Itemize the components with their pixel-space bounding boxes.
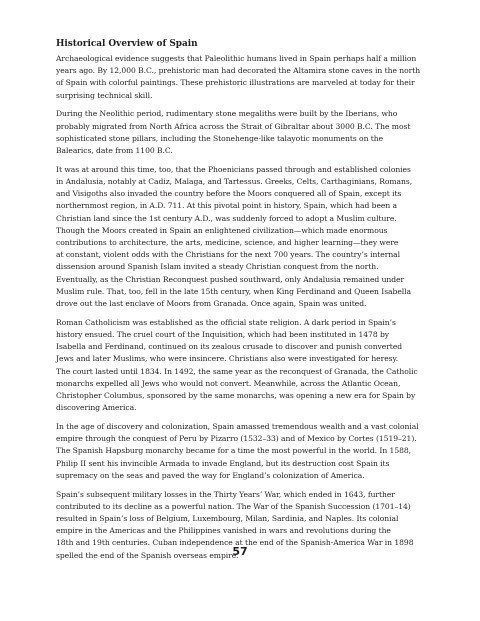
paragraph-line: empire in the Americas and the Philippines vanished in wars and revolutions during the xyxy=(56,526,391,536)
paragraph-line: in Andalusia, notably at Cadiz, Malaga, and Tartessus. Greeks, Celts, Carthaginians, Romans, xyxy=(56,177,413,187)
paragraph-line: Christopher Columbus, sponsored by the same monarchs, was opening a new era for Spain by xyxy=(56,391,416,401)
paragraph-line: supremacy on the seas and paved the way for England’s colonization of America. xyxy=(56,470,365,480)
paragraph-line: at constant, violent odds with the Christians for the next 700 years. The country’s internal xyxy=(56,250,401,260)
paragraph-line: discovering America. xyxy=(56,403,137,413)
paragraph-line: monarchs expelled all Jews who would not convert. Meanwhile, across the Atlantic Ocean, xyxy=(56,378,401,388)
paragraph-line: The court lasted until 1834. In 1492, the same year as the reconquest of Granada, the Catholic xyxy=(56,366,418,376)
paragraph-line: contributions to architecture, the arts, medicine, science, and higher learning—they were xyxy=(56,238,399,248)
paragraph-line: Isabella and Ferdinand, continued on its zealous crusade to discover and punish converted xyxy=(56,342,403,352)
paragraph-line: The Spanish Hapsburg monarchy became for a time the most powerful in the world. In 1588, xyxy=(56,446,412,456)
paragraph-line: empire through the conquest of Peru by Pizarro (1532–33) and of Mexico by Cortes (1519–21). xyxy=(56,434,417,444)
paragraph-line: Archaeological evidence suggests that Paleolithic humans lived in Spain perhaps half a million xyxy=(56,54,417,63)
paragraph-line: contributed to its decline as a powerful nation. The War of the Spanish Succession (1701–14) xyxy=(56,501,411,511)
paragraph-line: 18th and 19th centuries. Cuban independence at the end of the Spanish-America War in 1898 xyxy=(56,538,414,548)
paragraph-line: history ensued. The cruel court of the Inquisition, which had been instituted in 1478 by xyxy=(56,330,390,340)
paragraph xyxy=(56,53,424,102)
paragraph-line: In the age of discovery and colonization, Spain amassed tremendous wealth and a vast colonial xyxy=(56,422,419,432)
paragraph-line: During the Neolithic period, rudimentary stone megaliths were built by the Iberians, who xyxy=(56,109,398,119)
paragraph xyxy=(56,108,424,157)
paragraph-line: Balearics, date from 1100 B.C. xyxy=(56,146,173,156)
paragraph-line: Though the Moors created in Spain an enlightened civilization—which made enormous xyxy=(56,225,388,235)
document-page xyxy=(56,38,424,568)
paragraph-line: years ago. By 12,000 B.C., prehistoric man had decorated the Altamira stone caves in the north xyxy=(56,66,421,76)
paragraph xyxy=(56,317,424,415)
paragraph-line: drove out the last enclave of Moors from Granada. Once again, Spain was united. xyxy=(56,299,367,309)
paragraph-line: northernmost region, in A.D. 711. At this pivotal point in history, Spain, which had been a xyxy=(56,201,398,211)
paragraph-line: It was at around this time, too, that the Phoenicians passed through and established colonies xyxy=(56,164,411,174)
paragraph-line: Philip II sent his invincible Armada to invade England, but its destruction cost Spain its xyxy=(56,458,390,468)
paragraph-line: Jews and later Muslims, who were insincere. Christians also were investigated for heresy. xyxy=(56,354,399,364)
paragraph-line: and Visigoths also invaded the country before the Moors conquered all of Spain, except its xyxy=(56,189,402,199)
paragraph xyxy=(56,421,424,482)
paragraph-line: Roman Catholicism was established as the official state religion. A dark period in Spain’s xyxy=(56,317,396,327)
paragraph xyxy=(56,164,424,310)
paragraph-line: Eventually, as the Christian Reconquest pushed southward, only Andalusia remained under xyxy=(56,274,405,284)
body-text xyxy=(56,53,424,562)
paragraph-line: of Spain with colorful paintings. These prehistoric illustrations are marveled at today for their xyxy=(56,78,415,88)
page-number: 57 xyxy=(232,545,248,558)
paragraph-line: surprising technical skill. xyxy=(56,90,153,100)
paragraph-line: dissension around Spanish Islam invited a steady Christian conquest from the north. xyxy=(56,262,379,272)
paragraph-line: Christian land since the 1st century A.D., was suddenly forced to adopt a Muslim culture. xyxy=(56,213,397,223)
paragraph-line: Spain’s subsequent military losses in the Thirty Years’ War, which ended in 1643, further xyxy=(56,489,395,499)
paragraph-line: resulted in Spain’s loss of Belgium, Luxembourg, Milan, Sardinia, and Naples. Its colonial xyxy=(56,514,399,524)
paragraph-line: probably migrated from North Africa across the Strait of Gibraltar about 3000 B.C. The most xyxy=(56,121,411,131)
paragraph-line: sophisticated stone pillars, including the Stonehenge-like talayotic monuments on the xyxy=(56,133,384,143)
paragraph-line: Muslim rule. That, too, fell in the late 15th century, when King Ferdinand and Queen Isabella xyxy=(56,286,412,296)
paragraph-line: spelled the end of the Spanish overseas empire. xyxy=(56,550,239,560)
section-heading: Historical Overview of Spain xyxy=(56,39,198,49)
